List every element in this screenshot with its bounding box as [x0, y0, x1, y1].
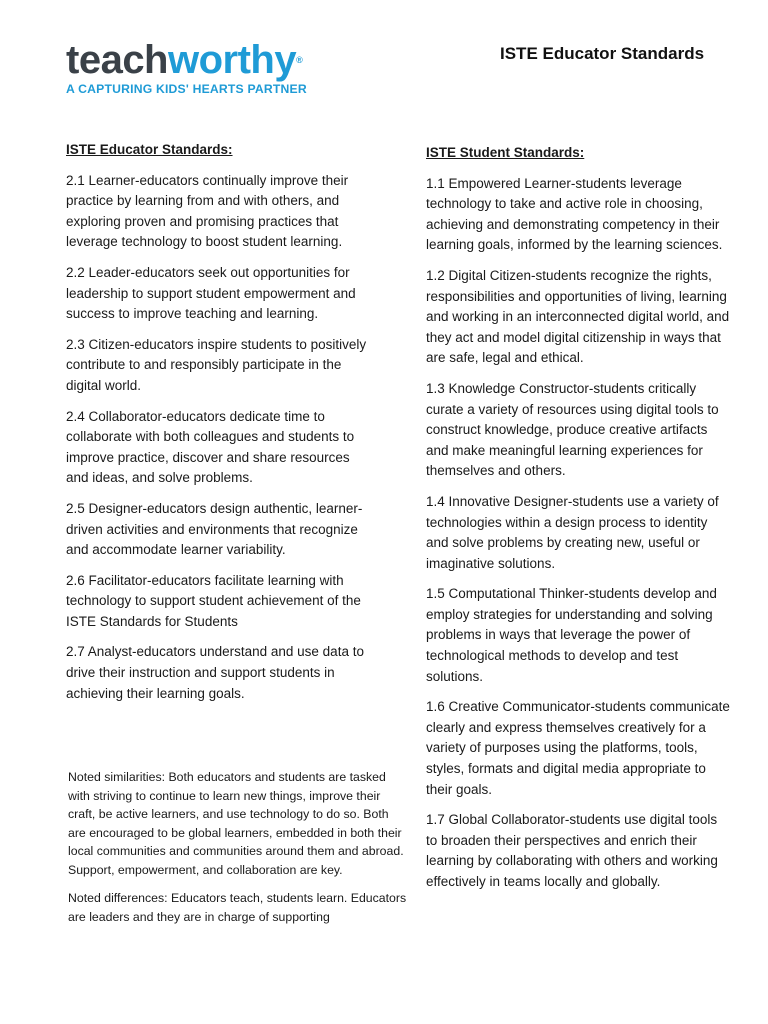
educator-standard-2-7: 2.7 Analyst-educators understand and use data to drive their instruction and support students in achieving their learning goals. [66, 644, 364, 701]
student-standard-1-2: 1.2 Digital Citizen-students recognize the rights, responsibilities and opportunities of living, learning and working in an interconnected digital world, and they act and model digital citizenship in ways that are safe, legal and ethical. [426, 267, 730, 366]
educator-standard-2-4: 2.4 Collaborator-educators dedicate time to collaborate with both colleagues and students to improve practice, discover and share resources and ideas, and solve problems. [66, 408, 355, 486]
document-title: ISTE Educator Standards [500, 44, 705, 63]
student-standard-1-6: 1.6 Creative Communicator-students communicate clearly and express themselves creatively for a variety of purposes using the platforms, tools, styles, formats and digital media appropriate to their goals. [426, 699, 730, 797]
comparison-notes [68, 768, 408, 936]
logo-word-worthy: worthy [168, 38, 297, 82]
student-standard-1-5: 1.5 Computational Thinker-students develop and employ strategies for understanding and solving problems in ways that leverage the power of technological methods to develop and test solutions. [426, 586, 717, 684]
educator-standards-column [66, 140, 371, 714]
student-standards-heading: ISTE Student Standards: [426, 145, 585, 160]
educator-standard-2-1: 2.1 Learner-educators continually improve their practice by learning from and with others, and exploring proven and promising practices that leverage technology to boost student learning. [66, 172, 349, 250]
logo-word-teach: teach [66, 38, 168, 82]
student-standard-1-3: 1.3 Knowledge Constructor-students critically curate a variety of resources using digital tools to construct knowledge, produce creative artifacts and make meaningful learning experiences for themselves and others. [426, 380, 719, 479]
logo-wordmark [66, 38, 303, 82]
student-standard-1-7: 1.7 Global Collaborator-students use digital tools to broaden their perspectives and enrich their learning by collaborating with others and working effectively in teams locally and globally. [426, 812, 718, 889]
educator-standards-heading: ISTE Educator Standards: [66, 142, 233, 157]
educator-standard-2-3: 2.3 Citizen-educators inspire students to positively contribute to and responsibly participate in the digital world. [66, 336, 367, 393]
noted-similarities: Noted similarities: Both educators and students are tasked with striving to continue to learn new things, improve their craft, be active learners, and use technology to do so. Both are encouraged to be global learners, embedded in both their local communities and communities around them and abroad. Support, empowerment, and collaboration are key. [68, 770, 404, 877]
educator-standard-2-5: 2.5 Designer-educators design authentic, learner-driven activities and environments that recognize and accommodate learner variability. [66, 500, 363, 558]
student-standards-column [426, 143, 731, 903]
logo-trademark: ® [296, 55, 303, 65]
educator-standard-2-2: 2.2 Leader-educators seek out opportunities for leadership to support student empowerment and success to improve teaching and learning. [66, 264, 356, 322]
logo-tagline: A CAPTURING KIDS' HEARTS PARTNER [66, 82, 307, 96]
educator-standard-2-6: 2.6 Facilitator-educators facilitate learning with technology to support student achievement of the ISTE Standards for Students [66, 572, 361, 629]
student-standard-1-4: 1.4 Innovative Designer-students use a variety of technologies within a design process to identity and solve problems by creating new, useful or imaginative solutions. [426, 493, 719, 571]
noted-differences: Noted differences: Educators teach, students learn. Educators are leaders and they are in charge of supporting [68, 891, 407, 924]
student-standard-1-1: 1.1 Empowered Learner-students leverage technology to take and active role in choosing, achieving and demonstrating competency in their learning goals, informed by the learning sciences. [426, 175, 723, 253]
teachworthy-logo [66, 38, 307, 96]
